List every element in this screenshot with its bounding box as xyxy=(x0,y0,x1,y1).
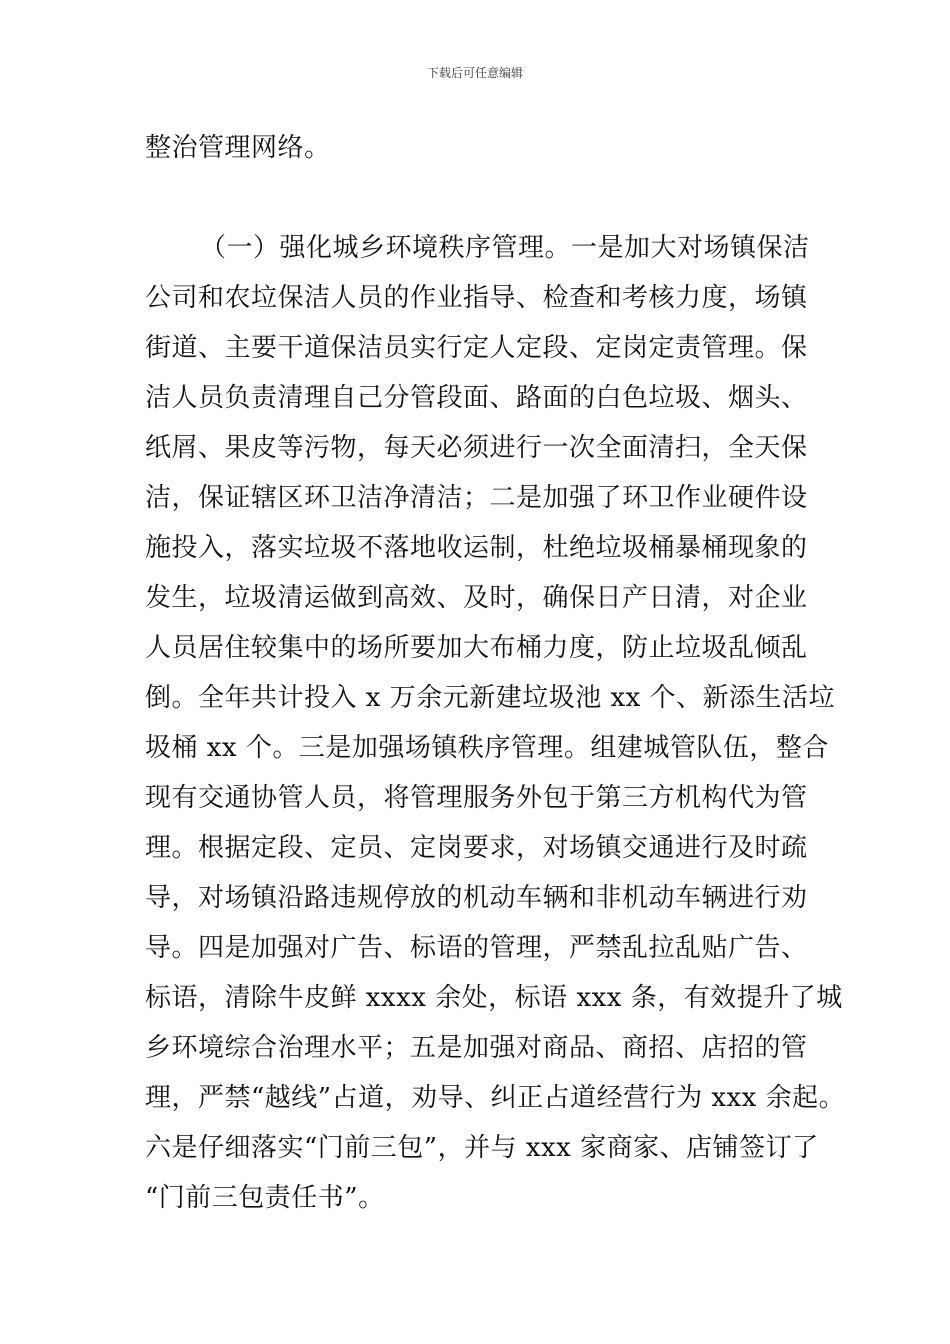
text-line: 乡环境综合治理水平；五是加强对商品、商招、店招的管 xyxy=(145,1033,808,1063)
text-line: 理，严禁“越线”占道，劝导、纠正占道经营行为 xxx 余起。 xyxy=(145,1083,846,1113)
text-line: 标语，清除牛皮鲜 xxxx 余处，标语 xxx 条，有效提升了城 xyxy=(145,983,843,1013)
paragraph-first-line: （一）强化城乡环境秩序管理。一是加大对场镇保洁 xyxy=(200,233,810,263)
text-line: 理。根据定段、定员、定岗要求，对场镇交通进行及时疏 xyxy=(145,833,808,863)
text-line: 现有交通协管人员，将管理服务外包于第三方机构代为管 xyxy=(145,783,808,813)
text-line: 圾桶 xx 个。三是加强场镇秩序管理。组建城管队伍，整合 xyxy=(145,733,829,763)
text-line: 公司和农垃保洁人员的作业指导、检查和考核力度，场镇 xyxy=(145,283,808,313)
text-line: 人员居住较集中的场所要加大布桶力度，防止垃圾乱倾乱 xyxy=(145,633,808,663)
text-line: 导。四是加强对广告、标语的管理，严禁乱拉乱贴广告、 xyxy=(145,933,808,963)
text-line: 街道、主要干道保洁员实行定人定段、定岗定责管理。保 xyxy=(145,333,808,363)
page-header: 下载后可任意编辑 xyxy=(426,66,523,80)
text-line: 洁，保证辖区环卫洁净清洁；二是加强了环卫作业硬件设 xyxy=(145,483,808,513)
text-line: 发生，垃圾清运做到高效、及时，确保日产日清，对企业 xyxy=(145,583,808,613)
text-line: 纸屑、果皮等污物，每天必须进行一次全面清扫，全天保 xyxy=(145,433,808,463)
text-line: 倒。全年共计投入 x 万余元新建垃圾池 xx 个、新添生活垃 xyxy=(145,683,836,713)
text-line: 导，对场镇沿路违规停放的机动车辆和非机动车辆进行劝 xyxy=(145,883,808,913)
text-line: 六是仔细落实“门前三包”，并与 xxx 家商家、店铺签订了 xyxy=(145,1133,819,1163)
text-line: 整治管理网络。 xyxy=(145,133,331,163)
text-line: “门前三包责任书”。 xyxy=(145,1183,385,1213)
text-line: 洁人员负责清理自己分管段面、路面的白色垃圾、烟头、 xyxy=(145,383,808,413)
text-line: 施投入，落实垃圾不落地收运制，杜绝垃圾桶暴桶现象的 xyxy=(145,533,808,563)
